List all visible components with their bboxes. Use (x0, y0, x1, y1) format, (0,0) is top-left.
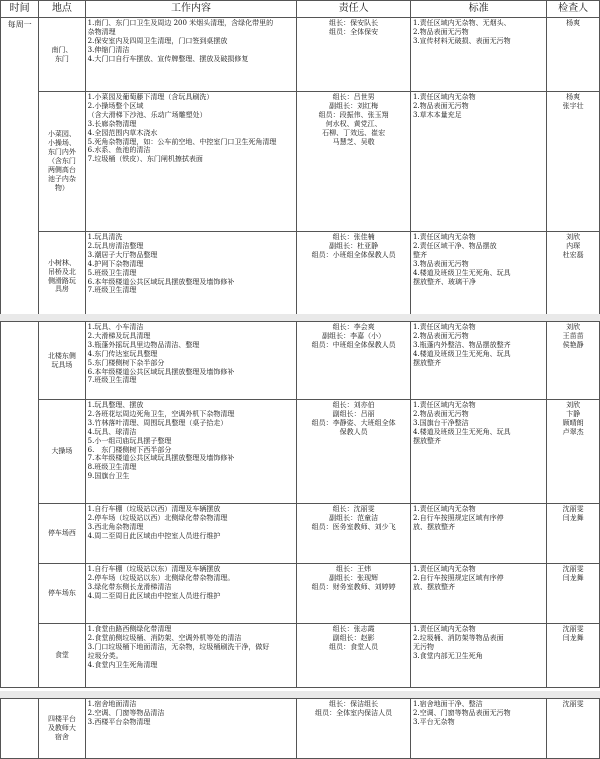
location-line: 南门、 (51, 45, 73, 54)
location-cell (39, 400, 85, 504)
standard-cell (410, 400, 546, 504)
work-cell (85, 322, 297, 400)
work-line: 1.自行车棚（垃圾站以东）清理及车辆摆放 (87, 565, 221, 573)
location-cell (39, 624, 85, 688)
checker-cell (547, 322, 600, 400)
standard-line: 3.宣传材料无破损、表面无污物 (412, 36, 511, 45)
responsible-cell (297, 699, 411, 759)
checker-line: 刘欣 (566, 233, 581, 241)
work-line: 1.宿舍地面清洁 (87, 700, 137, 708)
standard-line: 3.草木本量充足 (412, 110, 462, 119)
responsible-cell (297, 400, 411, 504)
location-line: 侧滑路玩 (47, 276, 76, 285)
location-line: 宿舍 (54, 732, 69, 741)
checker-line: 杨爽 (566, 19, 581, 27)
work-line: 2.停车场（垃圾站以西）北侧绿化带杂物清理 (87, 513, 228, 522)
location-cell (39, 18, 85, 92)
standard-line: 1.责任区域内无杂物 (412, 565, 476, 573)
responsible-cell (297, 322, 411, 400)
location-line: 吊桥及北 (47, 267, 76, 276)
standard-cell (410, 504, 546, 564)
responsible-line: 副组长：张现辉 (329, 573, 379, 582)
standard-line: 1.责任区域内无杂物 (412, 93, 476, 101)
work-line: 5.东门楼侧树下杂半部分 (87, 358, 165, 367)
location-line: 小操场、 (47, 139, 76, 148)
work-line: 1.玩具、小车清洁 (87, 323, 144, 331)
standard-cell (410, 18, 546, 92)
standard-line: 2.空调、门窗等物品表面无污物 (412, 708, 511, 717)
checker-line: 刘欣 (566, 323, 581, 331)
work-line: 5.死角杂物清理，如：公车前空地、中控室门口卫生死角清理 (87, 137, 277, 146)
standard-line: 2.物品表面无污物 (412, 27, 469, 36)
checker-line: 王苗苗 (562, 331, 584, 340)
standard-cell (410, 699, 546, 759)
location-cell (39, 564, 85, 624)
checker-cell (547, 699, 600, 759)
work-line: 2.空调、门窗等物品清洁 (87, 708, 165, 717)
location-cell (39, 232, 85, 322)
responsible-line: 副组长：刘红梅 (329, 101, 379, 110)
work-line: 2.小操场整个区域 (87, 101, 144, 110)
responsible-line: 副组长：赵影 (332, 633, 375, 642)
work-line: 2.各班花坛周边死角卫生，空调外机下杂物清理 (87, 409, 235, 418)
responsible-line: 组员：中班组全体保教人员 (311, 340, 396, 349)
responsible-line: 组长：张志霞 (332, 625, 375, 633)
checker-line: 内琛 (566, 241, 581, 250)
work-line: 4.东门传达室玩具整理 (87, 349, 158, 358)
schedule-table-page-1 (0, 0, 600, 322)
checker-cell (547, 504, 600, 564)
header-location: 地点 (39, 1, 85, 18)
standard-line: 3.国旗台干净整洁 (412, 418, 469, 427)
standard-line: 1.责任区域内无杂物 (412, 625, 476, 633)
checker-line: 沈丽雯 (562, 505, 584, 513)
work-line: 4.全园范围内草木浇水 (87, 128, 158, 137)
checker-line: 闫龙舞 (562, 573, 584, 582)
location-line: 及教师大 (47, 724, 76, 733)
responsible-line: 组长：保洁组长 (329, 700, 379, 708)
checker-line: 闫龙舞 (562, 633, 584, 642)
responsible-line: 组长：刘亦伯 (332, 401, 375, 409)
work-line: 4.大门口自行车摆放、宣传牌整理、摆放及破损修复 (87, 54, 249, 63)
standard-line: 1.宿舍地面干净、整洁 (412, 700, 483, 708)
table-row (1, 400, 600, 504)
location-cell (39, 322, 85, 400)
standard-line: 2.物品表面无污物 (412, 101, 469, 110)
work-line: 2.玩具房清洁整理 (87, 241, 144, 250)
location-line: 具房 (54, 285, 69, 294)
table-row (1, 232, 600, 322)
work-cell (85, 699, 297, 759)
standard-line: 2.责任区域干净、物品摆放 (412, 241, 497, 250)
table-row (1, 564, 600, 624)
work-line: 3.伸缩门清洁 (87, 45, 130, 54)
table-row (1, 18, 600, 92)
responsible-line: 组长：吕世男 (332, 93, 375, 101)
standard-line: 3.瓶蓬内外整洁、物品摆放整齐 (412, 340, 511, 349)
checker-cell (547, 624, 600, 688)
header-checker: 检查人 (547, 1, 600, 18)
responsible-cell (297, 624, 411, 688)
table-row (1, 624, 600, 688)
responsible-line: 组长：保安队长 (329, 19, 379, 27)
work-line: 6.本年级楼道公共区域玩具摆放整理及墙饰修补 (87, 277, 235, 286)
period-cell (1, 18, 39, 322)
location-line: 四楼平台 (47, 715, 76, 724)
header-time: 时间 (1, 1, 39, 18)
table-row (1, 92, 600, 232)
responsible-line: 组员：小班组全体保教人员 (311, 250, 396, 259)
responsible-line: 组员：医务室教师、刘少飞 (311, 522, 396, 531)
work-line: 2.停车场（垃圾站以东）北侧绿化带杂物清理。 (87, 573, 235, 582)
standard-line: 2.物品表面无污物 (412, 331, 469, 340)
responsible-line: 组员：全体室内保洁人员 (315, 708, 393, 717)
work-cell (85, 18, 297, 92)
standard-line: 摆放整齐、玻璃干净 (412, 277, 476, 286)
location-line: 物） (54, 183, 69, 192)
responsible-cell (297, 92, 411, 232)
work-line: 1.食堂由路西侧绿化带清理 (87, 625, 172, 633)
responsible-line: 副组长：杜亚静 (329, 241, 379, 250)
responsible-cell (297, 18, 411, 92)
standard-line: 1.责任区域内无杂物、无烟头、 (412, 19, 511, 27)
responsible-line: 组长：王炜 (336, 565, 372, 573)
work-cell (85, 564, 297, 624)
location-cell (39, 699, 85, 759)
standard-line: 整齐 (412, 250, 427, 259)
table-row (1, 504, 600, 564)
standard-line: 摆放整齐 (412, 358, 441, 367)
work-line: 1.南门、东门口卫生及周边 200 米烟头清理，含绿化带里的 (87, 19, 274, 27)
work-line: 2.保安室内及四周卫生清理，门口签到桌摆放 (87, 36, 228, 45)
work-line: 6.水系、鱼池的清洁 (87, 146, 151, 155)
work-line: 6.本年级楼道公共区域玩具摆放整理及墙饰修补 (87, 367, 235, 376)
responsible-line: 组长：张佳楠 (332, 233, 375, 241)
standard-cell (410, 322, 546, 400)
checker-line: 沈丽雯 (562, 565, 584, 573)
work-line: 3.西北角杂物清理 (87, 522, 144, 531)
location-cell (39, 92, 85, 232)
page-break (0, 314, 600, 321)
work-line: 9.国旗台卫生 (87, 472, 130, 481)
standard-line: 1.责任区域内无杂物 (412, 323, 476, 331)
responsible-line: 马慧芝、吴敬 (332, 137, 375, 146)
location-line: 两侧高台 (47, 165, 76, 174)
work-line: 4.护网下杂物清理 (87, 259, 144, 268)
period-cell-continued (1, 699, 39, 759)
checker-line: 卢翠杰 (562, 427, 584, 436)
period-cell-continued (1, 322, 39, 688)
standard-cell (410, 92, 546, 232)
work-line: 5.小一组司庙玩具摆子整理 (87, 436, 172, 445)
work-line: 6. 东门楼侧树下西半部分 (87, 445, 172, 454)
responsible-line: 组员：全体保安 (329, 27, 379, 36)
standard-cell (410, 564, 546, 624)
responsible-line: 组员：食堂人员 (329, 642, 379, 651)
checker-line: 顾晴朗 (562, 418, 584, 427)
schedule-table-page-3 (0, 698, 600, 759)
location-line: 小菜园、 (47, 130, 76, 139)
standard-line: 4.楼道及班级卫生无死角、玩具 (412, 268, 511, 277)
responsible-cell (297, 504, 411, 564)
checker-cell (547, 400, 600, 504)
standard-line: 4.楼道及班级卫生无死角、玩具 (412, 427, 511, 436)
responsible-line: 组员：段振伟、张玉翔 (318, 110, 389, 119)
checker-line: 杜宏磊 (562, 250, 584, 259)
page-break (0, 691, 600, 698)
standard-line: 2.自行车按照规定区域有序停 (412, 513, 504, 522)
work-line: 垃圾分类。 (87, 651, 123, 660)
standard-line: 3.物品表面无污物 (412, 259, 469, 268)
checker-line: 闫龙舞 (562, 513, 584, 522)
header-responsible: 责任人 (297, 1, 411, 18)
checker-line: 杨爽 (566, 93, 581, 101)
responsible-line: 石柳、丁效远、崔宏 (322, 128, 386, 137)
header-work: 工作内容 (85, 1, 297, 18)
responsible-cell (297, 564, 411, 624)
work-line: 1.玩具清洗 (87, 233, 123, 241)
responsible-cell (297, 232, 411, 322)
period-label: 每周一 (7, 20, 32, 29)
table-header-row (1, 1, 600, 18)
standard-line: 1.责任区域内无杂物 (412, 505, 476, 513)
location-line: 池子内杂 (47, 174, 76, 183)
checker-line: 侯艳静 (562, 340, 584, 349)
work-line: 4.周二至周日此区域由中控室人员进行维护 (87, 531, 221, 540)
standard-line: 放、摆放整齐 (412, 522, 455, 531)
work-line: 5.班级卫生清理 (87, 268, 137, 277)
responsible-line: 副组长：范童洁 (329, 513, 379, 522)
location-cell (39, 504, 85, 564)
work-line: 3.绿化带东侧长龙滑梯清洁 (87, 582, 172, 591)
location-line: （含东门 (47, 157, 76, 166)
location-line: 食堂 (54, 651, 69, 660)
work-line: 7.本年级楼道公共区域玩具摆放整理及墙饰修补 (87, 454, 235, 463)
standard-line: 1.责任区域内无杂物 (412, 233, 476, 241)
work-line: 7.班级卫生清理 (87, 286, 137, 295)
location-line: 北楼东侧 (47, 351, 76, 360)
work-cell (85, 92, 297, 232)
location-line: 大操场 (51, 447, 73, 456)
work-line: 7.班级卫生清理 (87, 376, 137, 385)
location-line: 停车场西 (47, 529, 76, 538)
standard-cell (410, 624, 546, 688)
standard-cell (410, 232, 546, 322)
standard-line: 2.垃圾桶、消防架等物品表面 (412, 633, 504, 642)
checker-line: 张宇壮 (562, 101, 584, 110)
checker-line: 沈丽雯 (562, 625, 584, 633)
responsible-line: 何水权、黄党江、 (325, 119, 382, 128)
standard-line: 4.楼道及班级卫生无死角、玩具 (412, 349, 511, 358)
work-line: 3.长廊杂物清理 (87, 119, 137, 128)
work-line: 4.周二至周日此区域由中控室人员进行维护 (87, 591, 221, 600)
work-line: 7.垃圾桶（铁皮）、东门闸机擦拭表面 (87, 155, 203, 164)
standard-line: 3.平台无杂物 (412, 717, 455, 726)
checker-cell (547, 564, 600, 624)
responsible-line: 保教人员 (339, 427, 368, 436)
work-cell (85, 504, 297, 564)
work-line: 3.竹林落叶清理、周围玩具整理（桌子拾走） (87, 418, 228, 427)
checker-line: 沈丽雯 (562, 700, 584, 708)
work-cell (85, 400, 297, 504)
location-line: 东门 (54, 54, 69, 63)
responsible-line: 组长：沈丽雯 (332, 505, 375, 513)
checker-cell (547, 18, 600, 92)
checker-cell (547, 232, 600, 322)
table-row (1, 322, 600, 400)
standard-line: 1.责任区域内无杂物 (412, 401, 476, 409)
work-cell (85, 232, 297, 322)
checker-line: 卞静 (566, 409, 581, 418)
checker-cell (547, 92, 600, 232)
table-row (1, 699, 600, 759)
standard-line: 摆放整齐 (412, 436, 441, 445)
standard-line: 3.食堂内部无卫生死角 (412, 651, 483, 660)
work-line: 3.瓶蓬外摇玩具里边物品清洁、整理 (87, 340, 200, 349)
standard-line: 2.自行车按照规定区域有序停 (412, 573, 504, 582)
work-line: 3.门口垃圾桶下地面清洁，无杂物，垃圾桶刷洗干净，做好 (87, 642, 270, 651)
work-line: 3.潮居子大厅物品整理 (87, 250, 158, 259)
standard-line: 2.物品表面无污物 (412, 409, 469, 418)
work-line: 4.食堂内卫生死角清理 (87, 660, 158, 669)
work-line: 3.西楼平台杂物清理 (87, 717, 151, 726)
schedule-table-page-2 (0, 321, 600, 688)
work-line: 1.小菜园及葡萄藤下清理（含玩具刷洗） (87, 93, 214, 101)
location-line: 东门内外 (47, 148, 76, 157)
work-cell (85, 624, 297, 688)
work-line: 1.自行车棚（垃圾站以西）清理及车辆摆放 (87, 505, 221, 513)
work-line: 8.班级卫生清理 (87, 463, 137, 472)
location-line: 停车场东 (47, 589, 76, 598)
work-line: 4.玩具、球清洁 (87, 427, 137, 436)
work-line: 2.大滑梯及玩具清理 (87, 331, 151, 340)
work-line: 杂物清理 (87, 27, 116, 36)
responsible-line: 组员：李静姿、大班组全体 (311, 418, 396, 427)
header-standard: 标准 (410, 1, 546, 18)
responsible-line: 副组长：吕丽 (332, 409, 375, 418)
location-line: 小树林、 (47, 258, 76, 267)
standard-line: 放、摆放整齐 (412, 582, 455, 591)
work-line: 1.玩具整理、摆放 (87, 401, 144, 409)
standard-line: 无污物 (412, 642, 434, 651)
responsible-line: 组员：财务室教师、刘婷婷 (311, 582, 396, 591)
responsible-line: 组长：李会爽 (332, 323, 375, 331)
location-line: 玩具场 (51, 360, 73, 369)
work-line: 2.食堂前侧垃圾桶、消防架、空调外机等处的清洁 (87, 633, 242, 642)
responsible-line: 副组长：李嘉（小） (322, 331, 386, 340)
work-line: （含大滑梯下沙池、乐动广场雕塑处） (87, 110, 207, 119)
checker-line: 刘欣 (566, 401, 581, 409)
